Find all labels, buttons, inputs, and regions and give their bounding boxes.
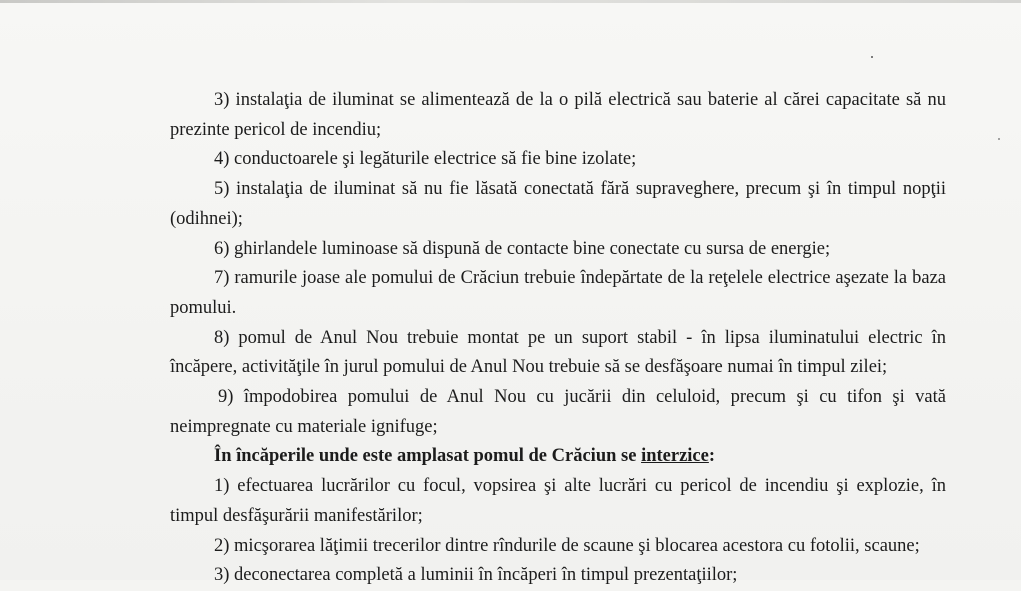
page-top-edge — [0, 0, 1021, 3]
heading-text: În încăperile unde este amplasat pomul de Crăciun se — [214, 446, 642, 467]
list-item: 3) instalaţia de iluminat se alimentează de la o pilă electrică sau baterie al cărei capacitate să nu prezinte pericol de incendiu; — [170, 90, 946, 140]
scan-speck — [871, 56, 873, 58]
scan-speck — [998, 138, 1000, 140]
list-item: 4) conductoarele şi legăturile electrice să fie bine izolate; — [214, 149, 637, 170]
heading-emphasis: interzice — [641, 446, 709, 467]
list-item: 5) instalaţia de iluminat să nu fie lăsată conectată fără supraveghere, precum şi în timpul nopţii (odihnei); — [170, 179, 946, 229]
list-item: 7) ramurile joase ale pomului de Crăciun trebuie îndepărtate de la reţelele electrice aşezate la baza pomului. — [170, 268, 946, 318]
heading-colon: : — [708, 446, 716, 467]
list-item: 8) pomul de Anul Nou trebuie montat pe un suport stabil - în lipsa iluminatului electric în încăpere, activităţile în jurul pomului de Anul Nou trebuie să se desfăşoare numai în timpul zilei; — [170, 327, 946, 378]
list-item: 1) efectuarea lucrărilor cu focul, vopsirea şi alte lucrări cu pericol de incendiu şi explozie, în timpul desfăşurării manifestărilor; — [170, 476, 946, 526]
document-body — [170, 86, 946, 591]
list-item: 3) deconectarea completă a luminii în încăperi în timpul prezentaţiilor; — [214, 565, 738, 586]
list-item: 2) micşorarea lăţimii trecerilor dintre rîndurile de scaune şi blocarea acestora cu fotolii, scaune; — [214, 535, 920, 556]
section-heading — [170, 442, 946, 472]
list-item: 6) ghirlandele luminoase să dispună de contacte bine conectate cu sursa de energie; — [214, 238, 831, 259]
list-item: 9) împodobirea pomului de Anul Nou cu jucării din celuloid, precum şi cu tifon şi vată neimpregnate cu materiale ignifuge; — [170, 387, 946, 437]
